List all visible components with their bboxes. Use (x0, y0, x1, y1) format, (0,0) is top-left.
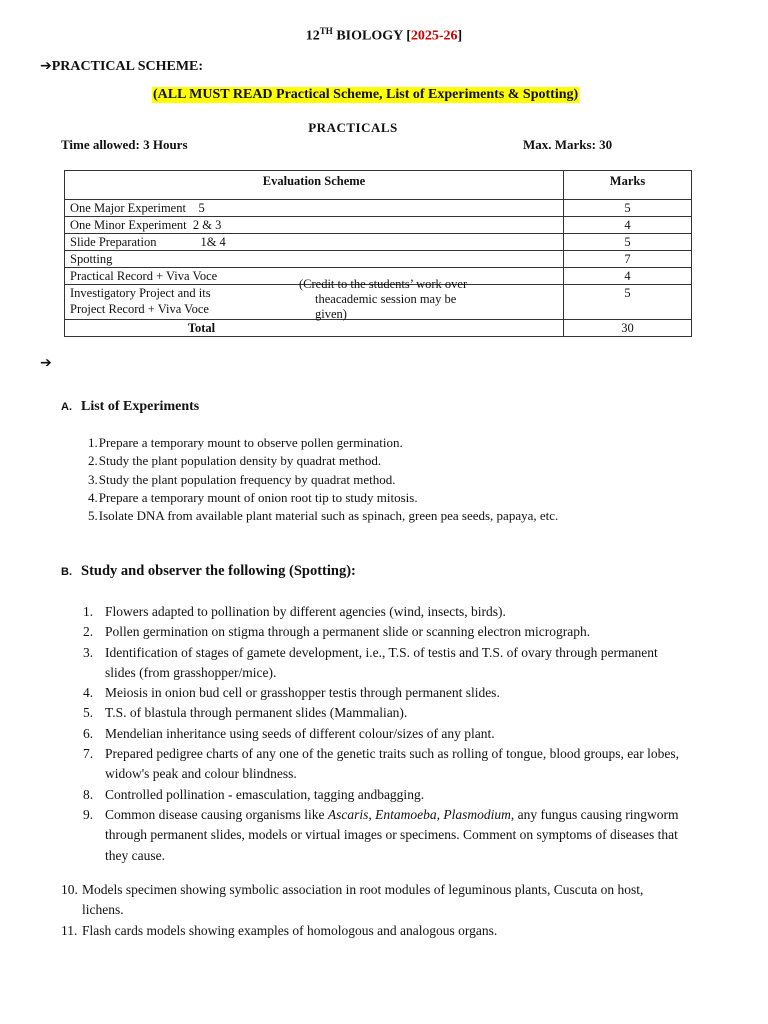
list-item: 3. Identification of stages of gamete development, i.e., T.S. of testis and T.S. of ovary through permanent slides (from grasshopper/mice). (83, 644, 658, 680)
arrow-right-icon: ➔ (40, 58, 52, 74)
experiments-list (88, 434, 558, 525)
max-marks: Max. Marks: 30 (523, 137, 613, 152)
row-item: One Major Experiment (70, 201, 186, 215)
table-row (65, 251, 692, 268)
table-row (65, 268, 692, 285)
list-item: 7. Prepared pedigree charts of any one of the genetic traits such as rolling of tongue, blood groups, ear lobes, widow's peak and colour blindness. (83, 746, 679, 782)
arrow-right-icon: ➔ (40, 355, 52, 371)
table-row (65, 217, 692, 234)
list-item: 5. T.S. of blastula through permanent slides (Mammalian). (83, 705, 408, 721)
additional-list (61, 880, 681, 941)
section-b-heading: B. Study and observer the following (Spotting): (61, 563, 356, 579)
row-marks: 5 (564, 285, 692, 320)
list-item: 9. Common disease causing organisms like Ascaris, Entamoeba, Plasmodium, any fungus causing ringworm through permanent slides, models or virtual images or specimens. Comment on symptoms of diseases that they cause. (83, 806, 679, 863)
row-item: Spotting (70, 252, 113, 266)
list-item: 4. Meiosis in onion bud cell or grasshopper testis through permanent slides. (83, 685, 500, 701)
row-marks: 4 (564, 217, 692, 234)
row-item: One Minor Experiment (70, 218, 187, 232)
academic-year: 2025-26 (410, 28, 458, 44)
project-line-2: Project Record + Viva Voce (70, 302, 209, 316)
list-item: 1. Flowers adapted to pollination by different agencies (wind, insects, birds). (83, 604, 506, 619)
row-ref: 5 (198, 201, 205, 215)
time-allowed: Time allowed: 3 Hours (61, 137, 188, 152)
row-item: Slide Preparation (70, 235, 157, 249)
list-item: 5.Isolate DNA from available plant material such as spinach, green pea seeds, papaya, etc. (88, 508, 559, 524)
list-item: 3.Study the plant population frequency by quadrat method. (88, 471, 396, 487)
practicals-heading: PRACTICALS (308, 120, 398, 135)
list-item: 6. Mendelian inheritance using seeds of different colour/sizes of any plant. (83, 725, 495, 741)
table-row (65, 234, 692, 251)
credit-note: (Credit to the students’ work over theacademic session may be given) (299, 277, 468, 321)
table-header-row (65, 171, 692, 200)
row-marks: 5 (564, 200, 692, 217)
table-total-row (65, 320, 692, 337)
evaluation-scheme-table (64, 170, 692, 337)
section-a-heading: A. List of Experiments (61, 399, 200, 414)
must-read-highlight: (ALL MUST READ Practical Scheme, List of Experiments & Spotting) (153, 87, 579, 102)
project-line-1: Investigatory Project and its (70, 286, 211, 300)
row-ref: 2 & 3 (192, 218, 222, 232)
list-item: 2. Pollen germination on stigma through a permanent slide or scanning electron micrograph. (83, 624, 591, 640)
spotting-list (83, 602, 683, 866)
practical-scheme-heading: ➔PRACTICAL SCHEME: (40, 58, 204, 74)
col-header-marks: Marks (564, 171, 692, 200)
row-marks: 7 (564, 251, 692, 268)
page-title: 12TH BIOLOGY [2025-26] (305, 26, 463, 44)
list-item: 11. Flash cards models showing examples of homologous and analogous organs. (61, 922, 498, 938)
row-marks: 5 (564, 234, 692, 251)
total-marks: 30 (564, 320, 692, 337)
row-ref: 1& 4 (200, 235, 226, 249)
list-item: 10. Models specimen showing symbolic association in root modules of leguminous plants, Cuscuta on host, lichens. (61, 882, 644, 918)
organism-names: Ascaris, Entamoeba, Plasmodium (327, 806, 511, 822)
list-item: 2.Study the plant population density by quadrat method. (88, 453, 382, 469)
row-item: Practical Record + Viva Voce (70, 269, 218, 283)
total-label: Total (65, 320, 564, 337)
col-header-scheme: Evaluation Scheme (65, 171, 564, 200)
list-item: 1.Prepare a temporary mount to observe pollen germination. (88, 435, 403, 450)
list-item: 8. Controlled pollination - emasculation, tagging andbagging. (83, 786, 425, 802)
table-row (65, 200, 692, 217)
row-marks: 4 (564, 268, 692, 285)
list-item: 4.Prepare a temporary mount of onion root tip to study mitosis. (88, 489, 418, 505)
